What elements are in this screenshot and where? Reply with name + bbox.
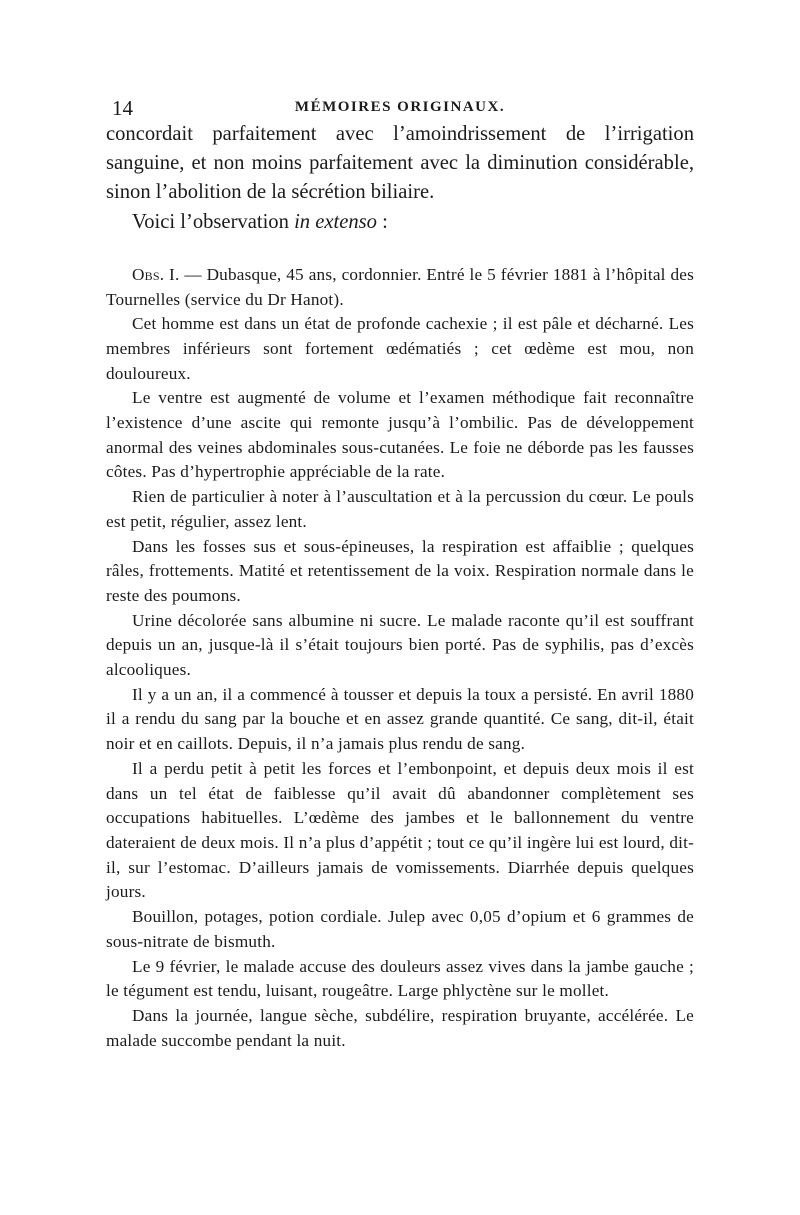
observation-label: Obs. I.	[132, 264, 180, 284]
observation-paragraph: Le 9 février, le malade accuse des douleurs assez vives dans la jambe gauche ; le tégument est tendu, luisant, rougeâtre. Large phlyctène sur le mollet.	[106, 956, 694, 1001]
observation-paragraph: Bouillon, potages, potion cordiale. Julep avec 0,05 d’opium et 6 grammes de sous-nitrate de bismuth.	[106, 907, 694, 951]
book-page	[106, 88, 694, 1053]
page-number: 14	[112, 96, 133, 120]
running-head	[106, 88, 694, 118]
lead-paragraph-announcement	[106, 208, 694, 237]
running-title: MÉMOIRES ORIGINAUX.	[294, 99, 506, 115]
lead-paragraph: concordait parfaitement avec l’amoindrissement de l’irrigation sanguine, et non moins parfaitement avec la diminution considérable, sinon l’abolition de la sécrétion biliaire.	[106, 123, 694, 204]
observation-paragraph: Urine décolorée sans albumine ni sucre. Le malade raconte qu’il est souffrant depuis un an, jusque-là il s’était toujours bien porté. Pas de syphilis, pas d’excès alcooliques.	[106, 610, 694, 680]
observation-paragraph: Dans la journée, langue sèche, subdélire, respiration bruyante, accélérée. Le malade succombe pendant la nuit.	[106, 1005, 694, 1050]
observation-intro-text: — Dubasque, 45 ans, cordonnier. Entré le 5 février 1881 à l’hôpital des Tournelles (service du Dr Hanot).	[106, 264, 694, 309]
announcement-text: Voici l’observation	[132, 210, 295, 233]
observation-intro	[106, 263, 694, 312]
observation-paragraph: Rien de particulier à noter à l’auscultation et à la percussion du cœur. Le pouls est petit, régulier, assez lent.	[106, 487, 694, 531]
observation-paragraph: Il a perdu petit à petit les forces et l’embonpoint, et depuis deux mois il est dans un tel état de faiblesse qu’il avait dû abandonner complètement ses occupations habituelles. L’œdème des jambes et le ballonnement du ventre dateraient de deux mois. Il n’a plus d’appétit ; tout ce qu’il ingère lui est lourd, dit-il, sur l’estomac. D’ailleurs jamais de vomissements. Diarrhée depuis quelques jours.	[106, 758, 694, 902]
lead-text	[106, 120, 694, 237]
observation-section	[106, 263, 694, 1054]
observation-paragraph: Le ventre est augmenté de volume et l’examen méthodique fait reconnaître l’existence d’une ascite qui remonte jusqu’à l’ombilic. Pas de développement anormal des veines abdominales sous-cutanées. Le foie ne déborde pas les fausses côtes. Pas d’hypertrophie appréciable de la rate.	[106, 388, 694, 482]
announcement-colon: :	[376, 210, 388, 233]
observation-paragraph: Il y a un an, il a commencé à tousser et depuis la toux a persisté. En avril 1880 il a rendu du sang par la bouche et en assez grande quantité. Ce sang, dit-il, était noir et en caillots. Depuis, il n’a jamais plus rendu de sang.	[106, 684, 694, 754]
announcement-italic: in extenso	[294, 210, 377, 233]
observation-paragraph: Cet homme est dans un état de profonde cachexie ; il est pâle et décharné. Les membres inférieurs sont fortement œdématiés ; cet œdème est mou, non douloureux.	[106, 314, 694, 383]
observation-paragraph: Dans les fosses sus et sous-épineuses, la respiration est affaiblie ; quelques râles, frottements. Matité et retentissement de la voix. Respiration normale dans le reste des poumons.	[106, 536, 694, 605]
